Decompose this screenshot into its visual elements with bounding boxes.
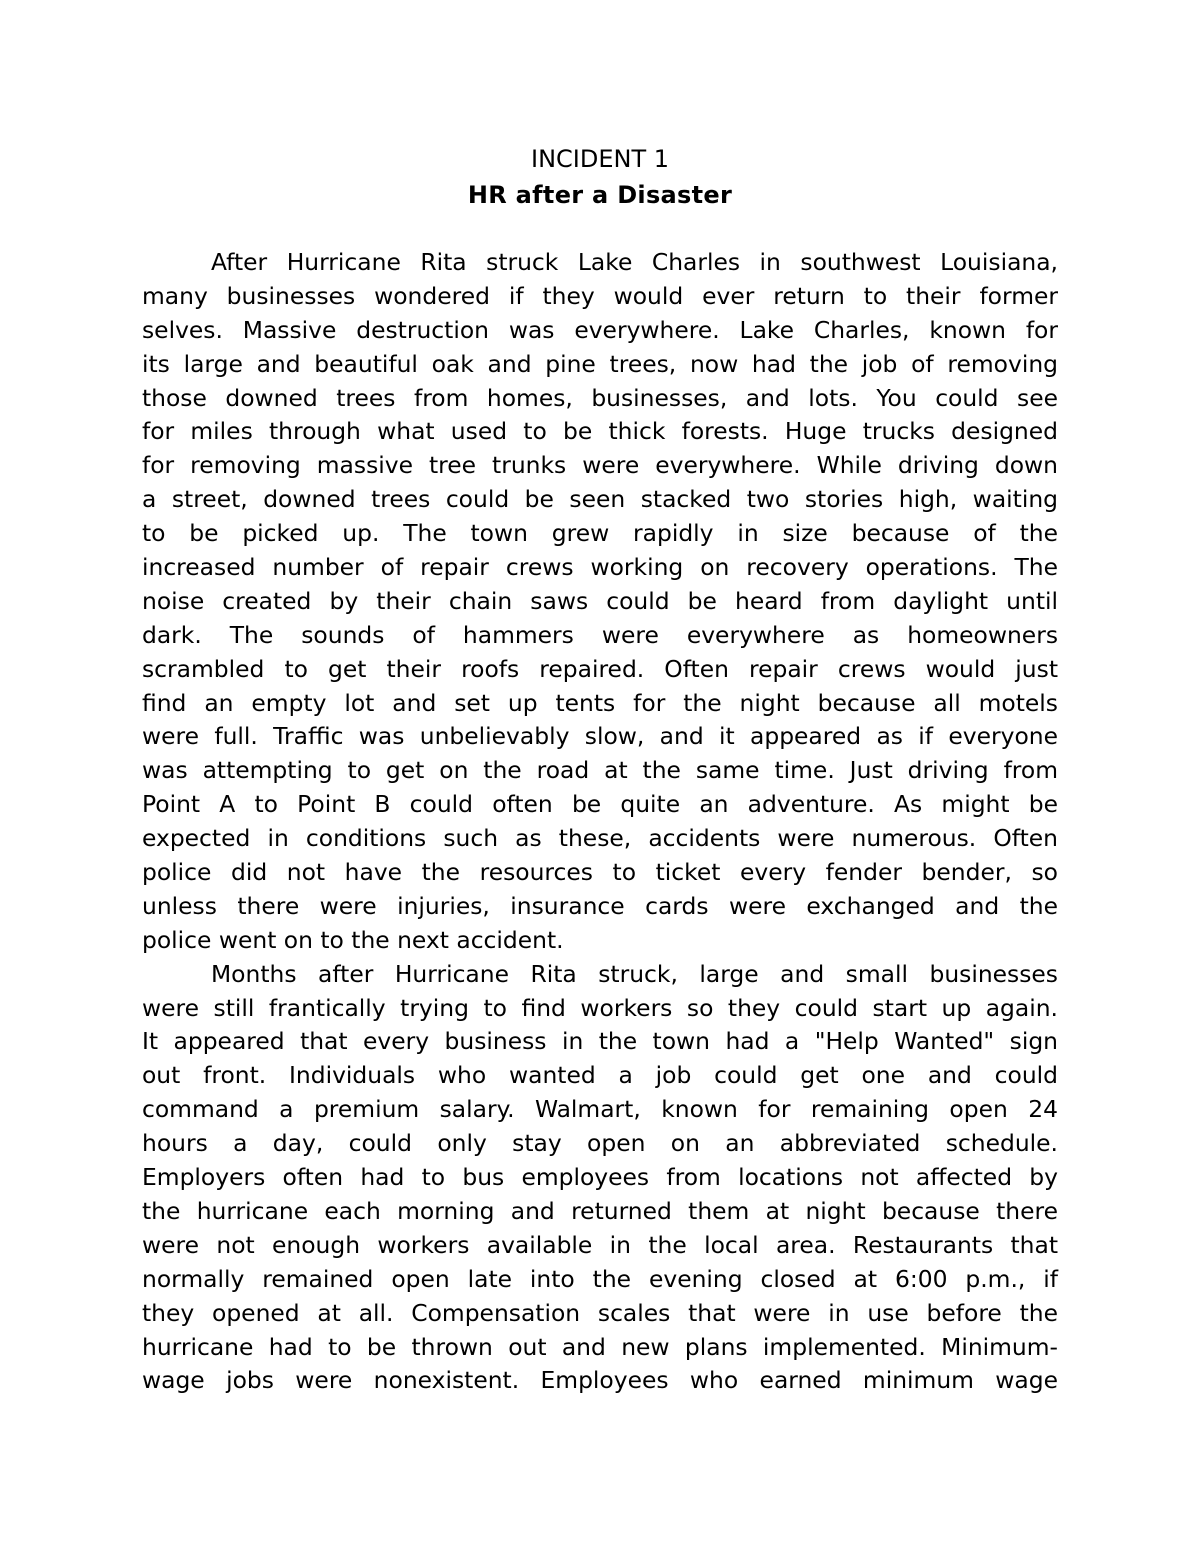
body-text-line: many businesses wondered if they would ever return to their former — [142, 281, 1058, 310]
body-text-line: were not enough workers available in the local area. Restaurants that — [142, 1230, 1058, 1259]
body-text-line: those downed trees from homes, businesses, and lots. You could see — [142, 383, 1058, 412]
body-text-line: its large and beautiful oak and pine trees, now had the job of removing — [142, 349, 1058, 378]
body-text-line: police did not have the resources to ticket every fender bender, so — [142, 858, 1058, 887]
body-text-line: It appeared that every business in the town had a "Help Wanted" sign — [142, 1027, 1058, 1056]
body-text-line: find an empty lot and set up tents for the night because all motels — [142, 688, 1058, 717]
body-text-line: hours a day, could only stay open on an abbreviated schedule. — [142, 1129, 1058, 1158]
body-text-line: increased number of repair crews working on recovery operations. The — [142, 553, 1058, 582]
body-text-line: were full. Traffic was unbelievably slow, and it appeared as if everyone — [142, 722, 1058, 751]
body-text-line: normally remained open late into the evening closed at 6:00 p.m., if — [142, 1264, 1058, 1293]
body-text-line: noise created by their chain saws could be heard from daylight until — [142, 586, 1058, 615]
body-text-line: to be picked up. The town grew rapidly in size because of the — [142, 519, 1058, 548]
body-text-line: expected in conditions such as these, accidents were numerous. Often — [142, 824, 1058, 853]
body-text-line: was attempting to get on the road at the same time. Just driving from — [142, 756, 1058, 785]
body-text-line: the hurricane each morning and returned them at night because there — [142, 1196, 1058, 1225]
body-text-line: they opened at all. Compensation scales that were in use before the — [142, 1298, 1058, 1327]
document-body — [142, 246, 1058, 1398]
body-text-line: hurricane had to be thrown out and new plans implemented. Minimum- — [142, 1332, 1058, 1361]
body-text-line: police went on to the next accident. — [142, 925, 564, 954]
body-text-line: unless there were injuries, insurance cards were exchanged and the — [142, 891, 1058, 920]
body-text-line: a street, downed trees could be seen stacked two stories high, waiting — [142, 485, 1058, 514]
body-text-line: were still frantically trying to find workers so they could start up again. — [142, 993, 1058, 1022]
body-text-line: scrambled to get their roofs repaired. Often repair crews would just — [142, 654, 1058, 683]
body-text-line: Employers often had to bus employees from locations not affected by — [142, 1163, 1058, 1192]
body-text-line: wage jobs were nonexistent. Employees who earned minimum wage — [142, 1366, 1058, 1395]
body-text-line: command a premium salary. Walmart, known for remaining open 24 — [142, 1095, 1058, 1124]
body-text-line: Months after Hurricane Rita struck, large and small businesses — [211, 959, 1058, 988]
body-text-line: selves. Massive destruction was everywhere. Lake Charles, known for — [142, 315, 1058, 344]
document-subtitle: HR after a Disaster — [467, 181, 733, 209]
body-text-line: After Hurricane Rita struck Lake Charles in southwest Louisiana, — [211, 248, 1058, 276]
body-text-line: out front. Individuals who wanted a job could get one and could — [142, 1061, 1058, 1090]
body-text-line: Point A to Point B could often be quite an adventure. As might be — [142, 790, 1058, 819]
body-text-line: dark. The sounds of hammers were everywhere as homeowners — [142, 620, 1058, 649]
body-text-line: for miles through what used to be thick forests. Huge trucks designed — [142, 417, 1058, 446]
body-text-line: for removing massive tree trunks were everywhere. While driving down — [142, 451, 1058, 480]
document-title: INCIDENT 1 — [530, 145, 670, 173]
